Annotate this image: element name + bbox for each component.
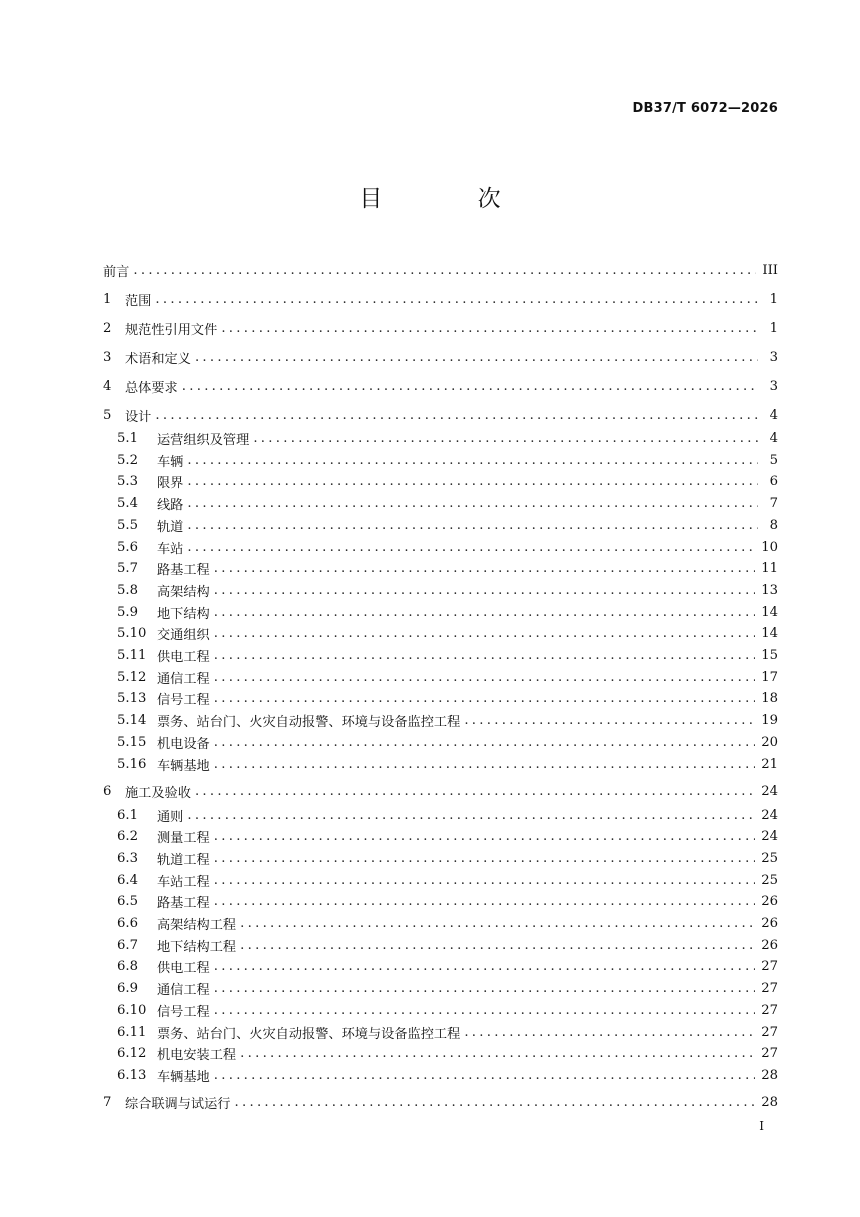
toc-entry-page: 10 [761,539,778,555]
toc-entry-label: 范围 [125,293,152,309]
toc-entry-number: 6.3 [117,850,138,866]
toc-dot-leader [214,829,755,844]
toc-entry-page: 8 [769,517,778,533]
toc-entry-label: 总体要求 [125,380,178,396]
toc-dot-leader [214,605,755,620]
toc-entry-number: 6.8 [117,959,138,975]
toc-entry-number: 6.1 [117,807,138,823]
toc-entry[interactable] [103,1000,778,1020]
toc-entry-page: 13 [761,582,778,598]
toc-entry-page: 27 [761,959,778,975]
toc-entry-number: 5.2 [117,452,138,468]
toc-entry-page: 17 [761,669,778,685]
toc-entry-number: 5 [103,407,112,423]
toc-dot-leader [195,784,755,799]
toc-dot-leader [214,1068,755,1083]
toc-dot-leader [221,321,758,336]
toc-entry[interactable] [103,1022,778,1042]
toc-entry-label: 车站工程 [157,874,210,890]
toc-entry-page: 7 [769,496,778,512]
toc-entry[interactable] [103,892,778,912]
toc-entry-page: 14 [761,626,778,642]
toc-entry-page: 25 [761,872,778,888]
toc-entry-page: 25 [761,850,778,866]
standard-code: DB37/T 6072—2026 [632,101,778,116]
toc-entry-page: 26 [761,894,778,910]
toc-entry-number: 6.5 [117,894,138,910]
toc-entry-page: 1 [769,320,778,336]
toc-entry[interactable] [103,537,778,557]
toc-dot-leader [464,713,755,728]
toc-entry-number: 6 [103,784,112,799]
toc-entry[interactable] [103,1093,778,1113]
toc-entry-label: 高架结构 [157,584,210,600]
toc-entry-label: 票务、站台门、火灾自动报警、环境与设备监控工程 [157,715,461,731]
toc-entry-number: 1 [103,291,112,307]
toc-entry-page: 19 [761,713,778,729]
toc-dot-leader [240,916,755,931]
toc-entry-number: 5.16 [117,756,147,772]
toc-entry-page: 27 [761,1002,778,1018]
toc-entry-number: 6.12 [117,1046,147,1062]
toc-entry[interactable] [103,914,778,934]
toc-entry-page: 20 [761,734,778,750]
toc-entry-label: 高架结构工程 [157,918,237,933]
toc-entry-number: 5.14 [117,713,147,729]
toc-entry-label: 机电设备 [157,736,210,752]
toc-entry-label: 供电工程 [157,961,210,977]
toc-entry-page: 28 [761,1095,778,1111]
toc-entry-label: 规范性引用文件 [125,322,218,338]
toc-dot-leader [214,583,755,598]
toc-entry[interactable] [103,646,778,666]
toc-dot-leader [214,894,755,909]
toc-entry-label: 运营组织及管理 [157,433,250,448]
toc-dot-leader [187,808,755,823]
toc-entry-number: 6.11 [117,1024,147,1040]
toc-entry-label: 通则 [157,809,184,825]
toc-entry-number: 5.9 [117,604,138,620]
toc-dot-leader [214,735,755,750]
toc-dot-leader [214,648,755,663]
toc-entry-number: 6.6 [117,916,138,931]
toc-entry-number: 5.13 [117,691,147,707]
toc-entry[interactable] [103,805,778,825]
toc-entry[interactable] [103,848,778,868]
toc-entry-label: 车辆基地 [157,758,210,774]
toc-entry-label: 交通组织 [157,628,210,644]
toc-entry-label: 施工及验收 [125,786,191,801]
toc-entry-page: 27 [761,981,778,997]
toc-entry-number: 5.12 [117,669,147,685]
toc-entry-number: 5.8 [117,582,138,598]
toc-entry[interactable] [103,827,778,847]
toc-dot-leader [214,851,755,866]
toc-dot-leader [253,431,758,446]
toc-entry-page: 27 [761,1024,778,1040]
toc-entry-label: 供电工程 [157,650,210,665]
toc-dot-leader [240,1046,755,1061]
toc-dot-leader [187,518,758,533]
toc-entry[interactable] [103,347,778,367]
toc-entry[interactable] [103,559,778,579]
toc-dot-leader [195,350,758,365]
toc-entry-number: 5.6 [117,539,138,555]
toc-entry-label: 线路 [157,498,184,514]
page-folio: I [759,1119,764,1133]
toc-dot-leader [182,379,758,394]
toc-entry-number: 5.4 [117,496,138,512]
toc-entry[interactable] [103,711,778,731]
toc-entry[interactable] [103,580,778,600]
toc-dot-leader [464,1025,755,1040]
toc-entry[interactable] [103,494,778,514]
toc-entry-page: 3 [769,349,778,365]
toc-dot-leader [214,691,755,706]
toc-entry-label: 车站 [157,541,184,557]
toc-entry-label: 票务、站台门、火灾自动报警、环境与设备监控工程 [157,1026,461,1042]
toc-entry-page: 4 [769,431,778,446]
toc-entry-number: 2 [103,320,112,336]
toc-dot-leader [187,540,755,555]
toc-dot-leader [214,981,755,996]
toc-entry-number: 5.5 [117,517,138,533]
toc-entry[interactable] [103,979,778,999]
toc-entry[interactable] [103,624,778,644]
toc-entry[interactable] [103,318,778,338]
toc-entry-label: 机电安装工程 [157,1048,237,1064]
toc-entry[interactable] [103,376,778,396]
toc-entry-page: 11 [761,561,778,577]
toc-entry[interactable] [103,870,778,890]
toc-entry-number: 5.1 [117,431,138,446]
toc-entry-number: 6.4 [117,872,138,888]
toc-dot-leader [155,292,758,307]
toc-entry-label: 车辆基地 [157,1069,210,1085]
toc-entry-page: III [762,262,778,278]
toc-dot-leader [235,1095,756,1110]
toc-entry-label: 设计 [125,409,152,425]
toc-entry[interactable] [103,289,778,309]
toc-entry-page: 5 [769,452,778,468]
toc-entry[interactable] [103,935,778,955]
toc-entry-label: 轨道 [157,519,184,535]
toc-entry-page: 24 [761,829,778,845]
toc-entry-label: 地下结构工程 [157,939,237,955]
toc-entry-page: 27 [761,1046,778,1062]
toc-entry[interactable] [103,472,778,492]
toc-entry-number: 3 [103,349,112,365]
toc-entry-label: 信号工程 [157,693,210,709]
toc-dot-leader [214,1003,755,1018]
toc-dot-leader [187,474,758,489]
toc-dot-leader [187,496,758,511]
toc-entry-page: 3 [769,378,778,394]
toc-entry[interactable] [103,782,778,802]
toc-entry-label: 测量工程 [157,831,210,847]
page-title: 目 次 [359,186,545,212]
toc-entry-label: 通信工程 [157,671,210,687]
toc-entry-number: 6.7 [117,937,138,953]
toc-entry-label: 通信工程 [157,983,210,999]
toc-entry[interactable] [103,1065,778,1085]
toc-entry[interactable] [103,450,778,470]
toc-entry-label: 轨道工程 [157,852,210,868]
toc-entry-page: 1 [769,291,778,307]
toc-entry-label: 地下结构 [157,606,210,622]
toc-entry-page: 26 [761,916,778,931]
toc-entry[interactable] [103,732,778,752]
toc-dot-leader [214,626,755,641]
toc-entry[interactable] [103,405,778,425]
toc-entry-number: 7 [103,1095,112,1111]
toc-dot-leader [214,873,755,888]
toc-dot-leader [214,561,755,576]
toc-entry-number: 5.10 [117,626,147,642]
toc-entry-page: 24 [761,784,778,799]
toc-entry-page: 15 [761,648,778,663]
toc-entry-number: 6.9 [117,981,138,997]
toc-entry[interactable] [103,667,778,687]
toc-dot-leader [214,670,755,685]
toc-dot-leader [155,408,758,423]
toc-entry-page: 26 [761,937,778,953]
toc-entry[interactable] [103,260,778,280]
toc-entry-page: 21 [761,756,778,772]
toc-entry-label: 术语和定义 [125,351,191,367]
toc-entry-page: 24 [761,807,778,823]
toc-entry-label: 前言 [103,264,130,280]
toc-entry-number: 5.3 [117,474,138,490]
toc-entry[interactable] [103,754,778,774]
toc-entry-number: 5.15 [117,734,147,750]
toc-entry-page: 18 [761,691,778,707]
toc-entry-label: 综合联调与试运行 [125,1097,231,1113]
toc-dot-leader [240,938,755,953]
toc-entry-page: 14 [761,604,778,620]
toc-entry-number: 5.11 [117,648,147,663]
toc-entry[interactable] [103,515,778,535]
toc-entry-label: 路基工程 [157,896,210,912]
toc-entry-number: 6.13 [117,1067,147,1083]
toc-entry-number: 6.2 [117,829,138,845]
toc-entry-label: 信号工程 [157,1004,210,1020]
toc-entry[interactable] [103,689,778,709]
toc-entry-label: 路基工程 [157,563,210,579]
toc-entry-number: 5.7 [117,561,138,577]
toc-dot-leader [214,757,755,772]
toc-entry[interactable] [103,602,778,622]
toc-entry-number: 4 [103,378,112,394]
toc-entry-page: 4 [769,407,778,423]
toc-dot-leader [187,453,758,468]
toc-entry-label: 车辆 [157,454,184,470]
toc-entry-page: 28 [761,1067,778,1083]
toc-entry[interactable] [103,957,778,977]
toc-entry[interactable] [103,429,778,449]
toc-dot-leader [133,263,756,278]
toc-dot-leader [214,959,755,974]
toc-entry-page: 6 [769,474,778,490]
toc-entry-number: 6.10 [117,1002,147,1018]
toc-entry[interactable] [103,1044,778,1064]
toc-entry-label: 限界 [157,476,184,492]
